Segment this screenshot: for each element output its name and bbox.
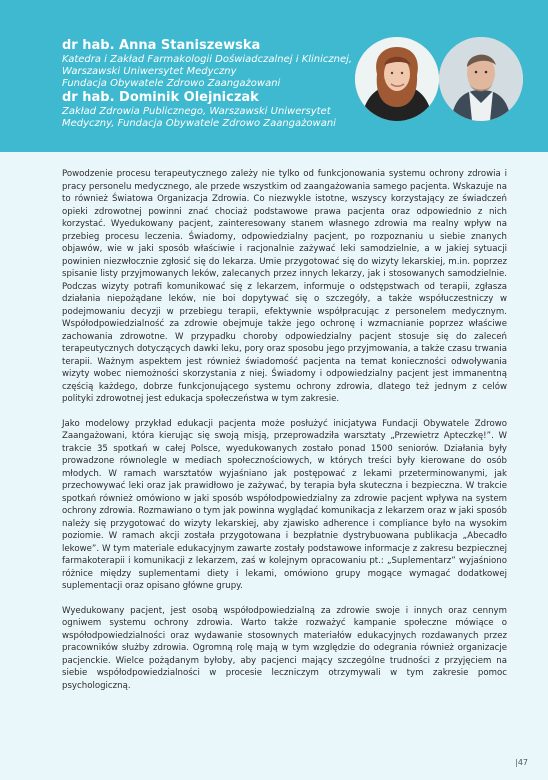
author-block — [62, 38, 362, 130]
author-2-affiliation-line-2: Medyczny, Fundacja Obywatele Zdrowo Zaangażowani — [62, 118, 336, 129]
author-2-affiliation-line-1: Zakład Zdrowia Publicznego, Warszawski Uniwersytet — [62, 106, 331, 117]
paragraph-1: Powodzenie procesu terapeutycznego zależy nie tylko od funkcjonowania systemu ochrony zdrowia i pracy personelu medycznego, ale przede wszystkim od zaangażowania samego pacjenta. Wskazuje na to również Światowa Organizacja Zdrowia. Co niezwykle istotne, wszyscy korzystający ze świadczeń opieki zdrowotnej powinni znać chociaż podstawowe prawa pacjenta oraz odpowiednio z nich korzystać. Wyedukowany pacjent, zainteresowany stanem własnego zdrowia ma realny wpływ na przebieg procesu leczenia. Świadomy, odpowiedzialny pacjent, po rozpoznaniu u siebie znanych objawów, wie w jaki sposób właściwie i racjonalnie zażywać leki samodzielnie, a w jakiej sytuacji powinien niezwłocznie zgłosić się do lekarza. Umie przygotować się do wizyty lekarskiej, m.in. poprzez spisanie listy przyjmowanych leków, zalecanych przez innych lekarzy, jak i stosowanych samodzielnie. Podczas wizyty potrafi komunikować się z lekarzem, informuje o odstępstwach od terapii, zgłasza działania niepożądane leków, nie boi dopytywać się o szczegóły, a także współuczestniczy w podejmowaniu decyzji w przebiegu terapii, efektywnie współpracując z personelem medycznym. Współodpowiedzialność za zdrowie obejmuje także jego ochronę i wzmacnianie poprzez właściwe zachowania zdrowotne. W przypadku choroby odpowiedzialny pacjent stosuje się do zaleceń terapeutycznych dotyczących dawki leku, pory oraz sposobu jego przyjmowania, a także czasu trwania terapii. Ważnym aspektem jest również świadomość pacjenta na temat konieczności odwoływania wizyty wobec niemożności skorzystania z niej. Świadomy i odpowiedzialny pacjent jest immanentną częścią każdego, dobrze funkcjonującego systemu ochrony zdrowia, dlatego też jednym z celów polityki zdrowotnej jest edukacja społeczeństwa w tym zakresie. — [62, 169, 507, 404]
author-1-affiliation-line-1: Katedra i Zakład Farmakologii Doświadczalnej i Klinicznej, — [62, 54, 353, 65]
author-1-name: dr hab. Anna Staniszewska — [62, 38, 261, 53]
female-author-photo — [355, 37, 439, 121]
page-number: |47 — [515, 758, 528, 767]
author-2-name: dr hab. Dominik Olejniczak — [62, 90, 259, 105]
header-banner — [0, 0, 548, 152]
paragraph-3: Wyedukowany pacjent, jest osobą współodpowiedzialną za zdrowie swoje i innych oraz cennym ogniwem systemu ochrony zdrowia. Warto także rozważyć kampanie społeczne mówiące o współodpowiedzialności oraz wydawanie stosownych materiałów edukacyjnych rozdawanych przez pracowników służby zdrowia. Ogromną rolę mają w tym względzie do odegrania również organizacje pacjenckie. Wielce pożądanym byłoby, aby pacjenci mający szczególne trudności z przyjęciem na siebie współodpowiedzialności w procesie leczniczym otrzymywali w tym zakresie pomoc psychologiczną. — [62, 605, 507, 691]
male-author-photo — [439, 37, 523, 121]
paragraph-2: Jako modelowy przykład edukacji pacjenta może posłużyć inicjatywa Fundacji Obywatele Zdrowo Zaangażowani, która kierując się swoją misją, przeprowadziła warsztaty „Przewietrz Apteczkę!”. W trakcie 35 spotkań w całej Polsce, wyedukowanych zostało ponad 1500 seniorów. Działania były prowadzone równolegle w mediach społecznościowych, w których treści były kierowane do osób młodych. W ramach warsztatów wyjaśniano jak postępować z lekami przeterminowanymi, jak przechowywać leki oraz jak prawidłowo je zażywać, by terapia była skuteczna i bezpieczna. W trakcie spotkań również omówiono w jaki sposób współodpowiedzialny za zdrowie pacjent wpływa na system ochrony zdrowia. Rozmawiano o tym jak powinna wyglądać komunikacja z lekarzem oraz w jaki sposób należy się przygotować do wizyty lekarskiej, aby zjawisko adherence i compliance było na wysokim poziomie. W ramach akcji została przygotowana i bezpłatnie dystrybuowana publikacja „Abecadło lekowe”. W tym materiale edukacyjnym zawarte zostały podstawowe informacje z zakresu bezpiecznej farmakoterapii i komunikacji z lekarzem, zaś w kolejnym opracowaniu pt.: „Suplementarz” wyjaśniono różnice między suplementami diety i lekami, omówiono grupy mogące wymagać dodatkowej suplementacji oraz opisano główne grupy. — [62, 418, 507, 591]
author-1-affiliation-line-2: Warszawski Uniwersytet Medyczny — [62, 66, 237, 77]
author-1-affiliation-line-3: Fundacja Obywatele Zdrowo Zaangażowani — [62, 78, 281, 89]
article-body — [62, 168, 507, 704]
